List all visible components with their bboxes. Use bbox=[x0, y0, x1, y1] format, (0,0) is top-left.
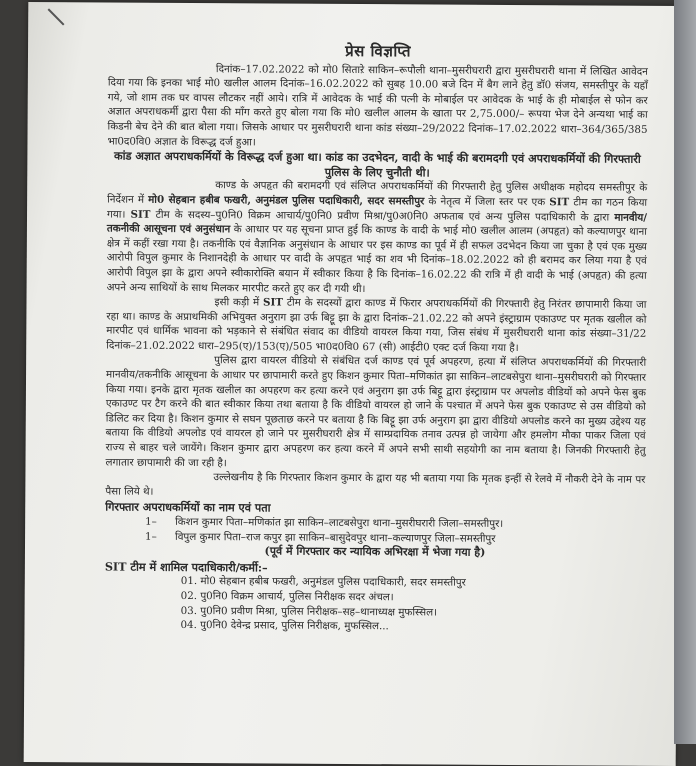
p2-text-e: टीम का गठन किया गया। bbox=[106, 196, 648, 221]
p3-text-b: टीम के सदस्यों द्वारा काण्ड में फिरार अपराधकर्मियों की गिरफ्तारी हेतु निरंतर छापामारी किया जा रहा था। काण्ड के अप्राथमिकी अभियुक्त अनुराग झा उर्फ बिट्टू झा के द्वारा दिनांक–21.02.22 को अपने इंस्ट्राग्राम एकाउण्ट पर मृतक खलील को मारपीट एवं धार्मिक भावना को भड़काने से संबंधित संवाद का वीडियो वायरल किया गया, जिस संबंध में मुसरीघरारी थाना कांड संख्या–31/22 दिनांक–21.02.2022 धारा–295(ए)/153(ए)/505 भा0द0वि0 67 (सी) आईटी0 एक्ट दर्ज किया गया है। bbox=[106, 296, 647, 354]
page-title: प्रेस विज्ञप्ति bbox=[345, 41, 411, 61]
arrested-note: (पूर्व में गिरफ्तार कर न्यायिक अभिरक्षा में भेजा गया है) bbox=[264, 544, 486, 560]
p3-sit-bold: SIT bbox=[263, 296, 284, 309]
sit-member: 03. पु0नि0 प्रवीण मिश्रा, पुलिस निरीक्षक–सह–थानाध्यक्ष मुफस्सिल। bbox=[180, 604, 438, 619]
arrested-text: किशन कुमार पिता–मणिकांत झा साकिन–लाटबसेपुरा थाना–मुसरीघरारी जिला–समस्तीपुर। bbox=[175, 515, 504, 530]
paragraph-complaint: दिनांक–17.02.2022 को मो0 सिताऱे साकिन–रूपौली थाना–मुसरीघरारी द्वारा मुसरीघरारी थाना में लिखित आवेदन दिया गया कि इनका भाई मो0 खलील आलम दिनांक–16.02.2022 को सुबह 10.00 बजे दिन में बैग लाने हेतु डॉ0 संजय, समस्तीपुर के यहाँ गये, जो शाम तक घर वापस लौटकर नहीं आये। रात्रि में आवेदक के भाई की पत्नी के मोबाईल पर आवेदक के भाई के ही मोबाईल से फोन कर अज्ञात अपराधकर्मी द्वारा पैसा की माँग करते हुए बोला गया कि मो0 खलील आलम के खाता पर 2,75.000/– रूपया भेज देने अन्यथा भाई का किडनी बेच देने की बात बोला गया। जिसके आधार पर मुसरीघरारी थाना कांड संख्या–29/2022 दिनांक–17.02.2022 धारा–364/365/385 भा0द0वि0 अज्ञात के विरूद्ध दर्ज हुआ। bbox=[107, 62, 648, 148]
pen-mark bbox=[48, 8, 65, 25]
p2-text-a: काण्ड के अपहृत की बरामदगी एवं संलिप्त अपराधकर्मियों की गिरफ्तारी हेतु पुलिस अधीक्षक महोदय समस्तीपुर के निर्देशन में bbox=[107, 179, 648, 206]
sit-member: 04. पु0नि0 देवेन्द्र प्रसाद, पुलिस निरीक्षक, मुफस्सिल... bbox=[180, 619, 389, 633]
headline-challenge: कांड अज्ञात अपराधकर्मियों के विरूद्ध दर्ज हुआ था। कांड का उदभेदन, वादी के भाई की बरामदगी एवं अपराधकर्मियों की गिरफ्तारी पुलिस के लिए चुनौती थी। bbox=[113, 148, 641, 180]
p2-text-c: के नेतृत्व में जिला स्तर पर एक bbox=[424, 195, 550, 209]
arrested-num: 1– bbox=[145, 530, 157, 543]
arrested-heading: गिरफ्तार अपराधकर्मियों का नाम एवं पता bbox=[105, 499, 271, 515]
sit-member: 01. मो0 सेहबान हबीब फखरी, अनुमंडल पुलिस पदाधिकारी, सदर समस्तीपुर bbox=[180, 575, 466, 590]
p2-intel-bold: मानवीय/तकनीकी आसूचना एवं अनुसंधान bbox=[106, 211, 648, 236]
p2-text-f: टीम के सदस्य–पु0नि0 विक्रम आचार्य/पु0नि0 प्रवीण मिश्रा/पु0अ0नि0 अफताब एवं अन्य पुलिस पदाधिकारी के द्वारा bbox=[150, 208, 615, 224]
paragraph-sit-formation bbox=[107, 178, 648, 298]
background-edge bbox=[674, 0, 696, 744]
p2-sit-bold: SIT bbox=[549, 196, 570, 209]
sit-heading: SIT टीम में शामिल पदाधिकारी/कर्मी:– bbox=[104, 559, 268, 575]
document-content bbox=[104, 43, 648, 636]
p2-text-h: के आधार पर यह सूचना प्राप्त हुई कि काण्ड के वादी के भाई मो0 खलील आलम (अपहृत) को कल्याणपुर थाना क्षेत्र में कहीं रखा गया है। तकनीकि एवं वैज्ञानिक अनुसंधान के आधार पर इस काण्ड का पूर्व में ही सफल उदभेदन किया जा चुका है एवं एक मुख्य आरोपी विपुल कुमार के निशानदेही के आधार पर वादी के अपहृत भाई का शव भी दिनांक–18.02.2022 को ही बरामद कर लिया गया है एवं आरोपी विपुल झा के द्वारा अपने स्वीकारोक्ति बयान में स्वीकार किया है कि दिनांक–16.02.22 की रात्रि में ही वादी के भाई (अपहृत) की हत्या अपने अन्य साथियों के साथ मिलकर मारपीट करते हुए कर दी गयी थी। bbox=[106, 223, 647, 295]
paragraph-raids bbox=[106, 295, 646, 357]
p3-text-a: इसी कड़ी में bbox=[214, 296, 264, 309]
sit-member: 02. पु0नि0 विक्रम आचार्य, पुलिस निरीक्षक सदर अंचल। bbox=[180, 589, 394, 604]
p2-officer-bold: मो0 सेहबान हबीब फखरी, अनुमंडल पुलिस पदाधिकारी, सदर समस्तीपुर bbox=[148, 193, 425, 208]
paragraph-arrest: पुलिस द्वारा वायरल वीडियो से संबंधित दर्ज काण्ड एवं पूर्व अपहरण, हत्या में संलिप्त अपराधकर्मियों की गिरफ्तारी मानवीय/तकनीकि आसूचना के आधार पर छापामारी करते हुए किशन कुमार पिता–मणिकांत झा साकिन–लाटबसेपुरा थाना–मुसरीघरारी को गिरफ्तार किया गया। इनके द्वारा मृतक खलील का अपहरण कर हत्या करने एवं अनुराग झा उर्फ बिट्टू द्वारा इंस्ट्राग्राम पर अपलोड वीडियों को अपने फेस बुक एकाउण्ट पर टैग करने की बात स्वीकार किया तथा बताया है कि वीडियो वायरल हो जाने के पश्चात में अपने फेस बुक एकाउण्ट से उस वीडियो को डिलिट कर दिया है। किशन कुमार से सघन पूछताछ करने पर बताया है कि बिट्टू झा उर्फ अनुराग झा द्वारा वीडियो अपलोड करने का मुख्य उद्देश्य यह बताया कि वीडियो अपलोड एवं वायरल हो जाने पर मुसरीघरारी क्षेत्र में साम्प्रदायिक तनाव उत्पन्न हो जायेगा और हमलोग मौका पाकर जिला एवं राज्य से बाहर चले जायेंगे। किशन कुमार द्वारा अपहरण कर हत्या करने में अपने सभी साथी सहयोगी का नाम बताया है। जिनकी गिरफ्तारी हेतु लगातार छापामारी की जा रही है। bbox=[105, 354, 647, 469]
p2-sit-bold-2: SIT bbox=[130, 208, 151, 221]
arrested-num: 1– bbox=[145, 515, 157, 528]
paragraph-note: उल्लेखनीय है कि गिरफ्तार किशन कुमार के द्वारा यह भी बताया गया कि मृतक इन्हीं से रेलवे में नौकरी देने के नाम पर पैसा लिये थे। bbox=[105, 471, 646, 498]
arrested-text: विपुल कुमार पिता–राज कपुर झा साकिन–बासुदेवपुर थाना–कल्याणपुर जिला–समस्तीपुर bbox=[175, 530, 496, 545]
press-release-page bbox=[24, 2, 681, 766]
